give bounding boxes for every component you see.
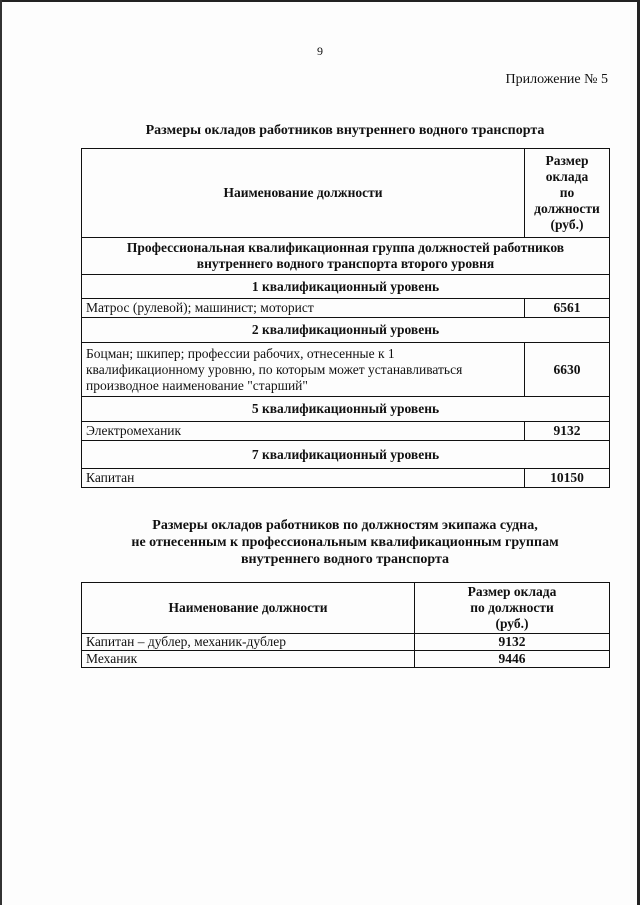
level-row [82, 275, 610, 299]
header-salary-line: по должности [470, 600, 554, 615]
salary-table-crew [81, 582, 610, 668]
header-salary-line: (руб.) [550, 217, 584, 232]
header-salary-line: по [559, 185, 575, 200]
position-name: Механик [82, 651, 415, 668]
salary-value: 9446 [415, 651, 610, 668]
header-position-name: Наименование должности [82, 583, 415, 634]
salary-value: 10150 [525, 469, 610, 488]
level-row [82, 441, 610, 469]
level-title: 7 квалификационный уровень [82, 441, 610, 469]
position-name: Капитан [82, 469, 525, 488]
group-row [82, 238, 610, 275]
position-name: Матрос (рулевой); машинист; моторист [82, 299, 525, 318]
table2-title [80, 517, 610, 568]
header-salary-size [415, 583, 610, 634]
position-name [82, 343, 525, 397]
header-salary-line: должности [534, 201, 600, 216]
header-position-name: Наименование должности [82, 149, 525, 238]
level-title: 2 квалификационный уровень [82, 318, 610, 343]
table-row [82, 634, 610, 651]
group-title [82, 238, 610, 275]
header-salary-line: Размер оклада [467, 584, 557, 599]
table-row [82, 299, 610, 318]
table-header-row [82, 149, 610, 238]
salary-value: 9132 [415, 634, 610, 651]
page-number: 9 [317, 44, 323, 58]
level-title: 5 квалификационный уровень [82, 397, 610, 422]
salary-table-water-transport [81, 148, 610, 488]
position-name-line: производное наименование "старший" [86, 377, 308, 393]
salary-value: 6630 [525, 343, 610, 397]
group-title-line: внутреннего водного транспорта второго уровня [196, 256, 495, 271]
table-row [82, 651, 610, 668]
salary-value: 6561 [525, 299, 610, 318]
scan-border-top [0, 0, 640, 2]
appendix-label: Приложение № 5 [505, 72, 608, 87]
table2-title-line: внутреннего водного транспорта [240, 552, 450, 567]
table-header-row [82, 583, 610, 634]
salary-value: 9132 [525, 422, 610, 441]
level-row [82, 318, 610, 343]
position-name-line: квалификационному уровню, по которым может устанавливаться [86, 361, 463, 377]
table1-title: Размеры окладов работников внутреннего водного транспорта [145, 123, 545, 138]
scan-border-left [0, 0, 2, 905]
level-row [82, 397, 610, 422]
table-row [82, 343, 610, 397]
position-name-line: Боцман; шкипер; профессии рабочих, отнесенные к 1 [86, 345, 395, 361]
table-row [82, 469, 610, 488]
header-salary-line: Размер [545, 153, 589, 168]
position-name: Капитан – дублер, механик-дублер [82, 634, 415, 651]
group-title-line: Профессиональная квалификационная группа должностей работников [126, 240, 565, 255]
header-salary-line: оклада [545, 169, 589, 184]
level-title: 1 квалификационный уровень [82, 275, 610, 299]
table2-title-line: не отнесенным к профессиональным квалификационным группам [131, 535, 559, 550]
table2-title-line: Размеры окладов работников по должностям экипажа судна, [152, 518, 538, 533]
header-salary-line: (руб.) [495, 616, 529, 631]
position-name: Электромеханик [82, 422, 525, 441]
header-salary-size [525, 149, 610, 238]
table-row [82, 422, 610, 441]
